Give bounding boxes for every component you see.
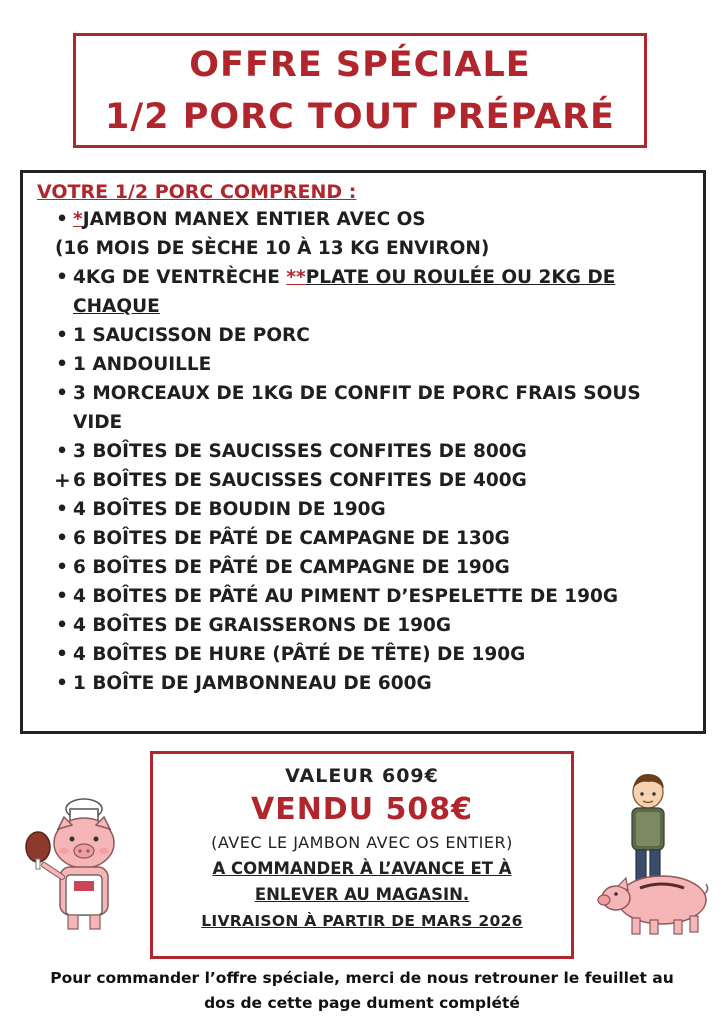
bullet: • <box>56 557 68 578</box>
list-item-pate-190 <box>37 553 689 582</box>
offer-title-line-1: OFFRE SPÉCIALE <box>189 44 531 85</box>
item-text: 1 BOÎTE DE JAMBONNEAU DE 600G <box>73 673 432 694</box>
item-text: JAMBON MANEX ENTIER AVEC OS <box>82 209 426 230</box>
item-text: 6 BOÎTES DE SAUCISSES CONFITES DE 400G <box>73 470 527 491</box>
bullet: • <box>56 644 68 665</box>
list-item-graisserons <box>37 611 689 640</box>
offer-title-box <box>73 33 647 148</box>
order-instructions-line-1: A COMMANDER À L’AVANCE ET À <box>212 859 512 878</box>
contents-heading: VOTRE 1/2 PORC COMPREND : <box>37 181 357 203</box>
farmer-riding-pig-icon <box>596 770 712 940</box>
original-value: VALEUR 609€ <box>285 765 439 787</box>
item-text: 1 SAUCISSON DE PORC <box>73 325 310 346</box>
list-item-pate-130 <box>37 524 689 553</box>
list-item-confit <box>37 379 689 437</box>
jambon-note: (AVEC LE JAMBON AVEC OS ENTIER) <box>211 833 513 852</box>
list-item-jambonneau <box>37 669 689 698</box>
order-instructions-line-2: ENLEVER AU MAGASIN. <box>254 885 470 904</box>
bullet: • <box>56 383 68 404</box>
bullet: • <box>56 441 68 462</box>
item-text: 6 BOÎTES DE PÂTÉ DE CAMPAGNE DE 130G <box>73 528 510 549</box>
list-item-andouille <box>37 350 689 379</box>
bullet: • <box>56 209 68 230</box>
item-text-underlined: CHAQUE <box>73 296 160 317</box>
footnote-star: * <box>73 209 83 230</box>
item-text: 4 BOÎTES DE GRAISSERONS DE 190G <box>73 615 452 636</box>
footer-instructions <box>20 966 704 1016</box>
list-item-jambon-detail <box>37 234 689 263</box>
bullet: • <box>56 267 68 288</box>
footer-line-2: dos de cette page dument complété <box>204 994 520 1012</box>
item-text: 3 MORCEAUX DE 1KG DE CONFIT DE PORC FRAIS SOUS <box>73 383 641 404</box>
delivery-date: LIVRAISON À PARTIR DE MARS 2026 <box>201 912 523 930</box>
item-text-underlined: PLATE OU ROULÉE OU 2KG DE <box>305 267 616 288</box>
item-text: (16 MOIS DE SÈCHE 10 À 13 KG ENVIRON) <box>55 238 490 259</box>
bullet: • <box>56 673 68 694</box>
bullet: • <box>56 528 68 549</box>
item-text: 4 BOÎTES DE BOUDIN DE 190G <box>73 499 386 520</box>
list-item-saucisson <box>37 321 689 350</box>
footnote-double-star: ** <box>286 267 306 288</box>
item-text: 4 BOÎTES DE PÂTÉ AU PIMENT D’ESPELETTE DE 190G <box>73 586 619 607</box>
plus-mark: + <box>54 468 71 492</box>
item-text: 3 BOÎTES DE SAUCISSES CONFITES DE 800G <box>73 441 527 462</box>
item-text: VIDE <box>73 412 123 433</box>
item-text: 4KG DE VENTRÈCHE <box>73 267 287 288</box>
bullet: • <box>56 499 68 520</box>
price-box <box>150 751 574 959</box>
list-item-boudin <box>37 495 689 524</box>
list-item-jambon <box>37 205 689 234</box>
bullet: • <box>56 354 68 375</box>
list-item-ventreche <box>37 263 689 321</box>
footer-line-1: Pour commander l’offre spéciale, merci de nous retrouner le feuillet au <box>50 969 674 987</box>
sale-price: VENDU 508€ <box>250 792 474 827</box>
bullet: • <box>56 586 68 607</box>
list-item-saucisses-400 <box>37 466 689 495</box>
contents-box <box>20 170 706 734</box>
offer-title-line-2: 1/2 PORC TOUT PRÉPARÉ <box>105 96 615 137</box>
item-text: 1 ANDOUILLE <box>73 354 212 375</box>
list-item-saucisses-800 <box>37 437 689 466</box>
item-text: 4 BOÎTES DE HURE (PÂTÉ DE TÊTE) DE 190G <box>73 644 526 665</box>
bullet: • <box>56 615 68 636</box>
item-text: 6 BOÎTES DE PÂTÉ DE CAMPAGNE DE 190G <box>73 557 510 578</box>
list-item-hure <box>37 640 689 669</box>
pig-chef-with-meat-icon <box>22 795 132 935</box>
list-item-pate-piment <box>37 582 689 611</box>
bullet: • <box>56 325 68 346</box>
